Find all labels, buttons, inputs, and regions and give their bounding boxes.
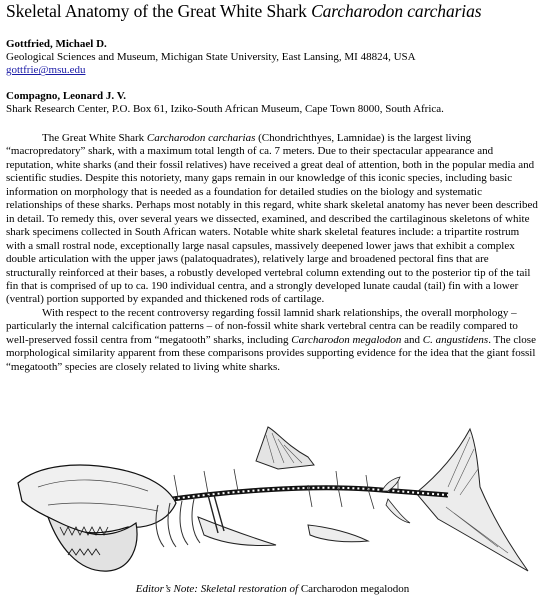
anal-fin-illustration [386,499,410,523]
author-block-1 [6,38,416,78]
vertebral-column-illustration [158,488,448,501]
author-block-2 [6,90,444,116]
caption-species: Carcharodon megalodon [300,583,410,595]
dorsal-fin-illustration [256,427,314,469]
author-name: Gottfried, Michael D. [6,38,107,50]
paragraph-2 [6,307,539,374]
author-email-link[interactable]: gottfrie@msu.edu [6,64,86,77]
shark-skeleton-figure [8,425,538,585]
caption-prefix: Editor’s Note: Skeletal restoration of [135,583,301,595]
paragraph-2-text: and [401,333,423,346]
page-title [6,1,481,22]
title-main: Skeletal Anatomy of the Great White Shark [6,1,312,21]
paragraph-2-text: With respect to the recent controversy regarding fossil lamnid shark relationships, the overall morphology – particularly the internal calcification patterns – of non-fossil white shark vertebral centra can be readily compared to well-preserved fossil centra from “megatooth” sharks, including [6,306,518,346]
pelvic-fin-illustration [308,525,368,542]
figure-caption [0,583,545,595]
paragraph-1-text: The Great White Shark [42,132,147,144]
paragraph-1-text: (Chondrichthyes, Lamnidae) is the largest living “macropredatory” shark, with a maximum total length of ca. 7 meters. Due to their spectacular appearance and reputation, white sharks (and their fossil relatives) have received a great deal of attention, both in the popular media and scientific studies. Despite this notoriety, many gaps remain in our knowledge of this iconic species, including basic information on morphology that is needed as a foundation for detailed studies on the biology and systematic relationships of these sharks. Perhaps most notably in this regard, white shark skeletal anatomy has never been described in detail. To remedy this, over several years we dissected, examined, and described the cartilaginous skeletons of white shark specimens collected in South African waters. Notable white shark skeletal features include: a tripartite rostrum with a small rostral node, exceptionally large nasal capsules, massively deepened lower jaws that exhibit a complex double articulation with the upper jaws (palatoquadrates), relatively large and broadened pectoral fins that are structurally reinforced at their bases, a robustly developed vertebral column extending out to the posterior tip of the tail fin that is comprised of up to ca. 190 individual centra, and a strongly developed lunate caudal (tail) fin with a lower (ventral) portion supported by expanded and thickened rods of cartilage. [6,132,538,306]
paragraph-1 [6,132,539,307]
author-affiliation: Shark Research Center, P.O. Box 61, Iziko-South African Museum, Cape Town 8000, South Africa. [6,103,444,116]
body-text [6,132,539,374]
pectoral-fin-illustration [198,517,276,546]
paragraph-2-text: . The close morphological similarity apparent from these comparisons provides supporting evidence for the idea that the giant fossil “megatooth” species are closely related to living white sharks. [6,333,536,373]
title-species: Carcharodon carcharias [311,1,482,21]
species-name: Carcharodon megalodon [291,333,402,346]
caudal-fin-illustration [416,429,528,571]
author-name: Compagno, Leonard J. V. [6,90,127,102]
species-name: C. angustidens [422,333,489,346]
species-name: Carcharodon carcharias [146,132,256,144]
author-affiliation: Geological Sciences and Museum, Michigan State University, East Lansing, MI 48824, USA [6,51,416,64]
skull-illustration [18,465,176,533]
